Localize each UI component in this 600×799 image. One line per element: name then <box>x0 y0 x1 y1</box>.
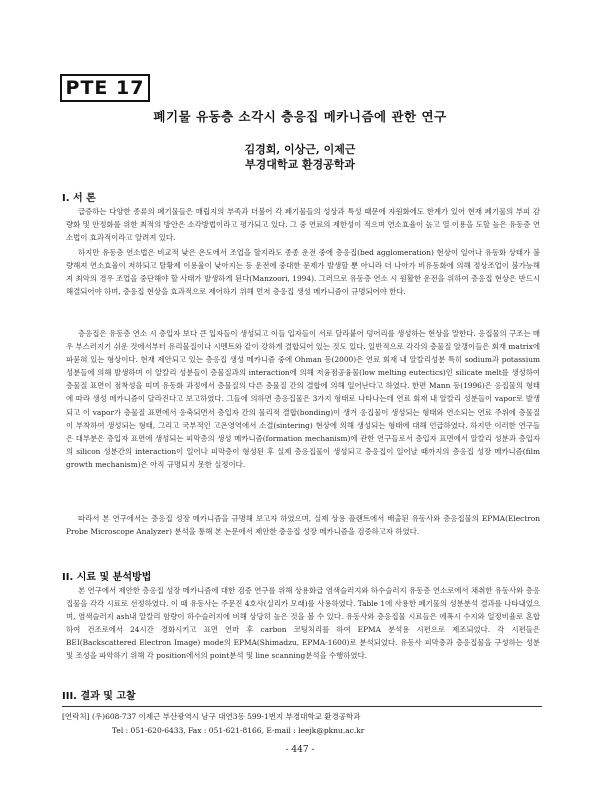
intro-paragraph-1: 급증하는 다양한 종류의 폐기물들은 매립지의 부족과 더불어 각 폐기물들의 성상과 특성 때문에 자원화에도 한계가 있어 현재 폐기물의 부피 감량화 및 안정화를 위한 최적의 방안은 소각방법이라고 평가되고 있다. 그 중 연료의 제한성이 적으며 연소효율이 높고 열 이용을 도할 높은 유동층 연소법이 효과적이라고 알려져 있다. <box>66 207 540 243</box>
paper-title: 폐기물 유동층 소각시 층응집 메카니즘에 관한 연구 <box>153 109 447 124</box>
paper-code-label: PTE 17 <box>60 74 150 102</box>
section-heading-results: III. 결과 및 고찰 <box>62 691 136 702</box>
intro-paragraph-3: 층응집은 유동층 연소 시 층입자 보다 큰 입자들이 생성되고 이들 입자들이 서로 달라붙어 덩어리를 생성하는 현상을 말한다. 응집물의 구조는 매우 부스러지기 쉬운 것에서부터 유리물질이나 시멘트와 같이 강하게 결합되어 있는 것도 있다. 일반적으로 각각의 층물질 알갱이들은 회재 matrix에 파묻혀 있는 형상이다. 현재 제안되고 있는 층응집 생성 메카니즘 중에 Ohman 등(2000)은 연료 회재 내 알칼리성분 특히 sodium과 potassium 성분들에 의해 발생하며 이 알칼리 성분들이 층물질과의 interaction에 의해 저융점공융물(low melting eutectics)인 silicate melt를 생성하여 층물질 표면이 점착성을 띠며 유동화 과정에서 층물질의 다른 층물질 간의 결합에 의해 일어난다고 하였다. 한편 Mann 등(1996)은 응집물의 형태에 따라 생성 메카니즘이 달라진다고 보고하였다. 그들에 의하면 층응집물은 3가지 형태로 나타나는데 연료 회재 내 알칼리 성분들이 vapor로 발생되고 이 vapor가 층물질 표면에서 응축되면서 층입자 간의 물리적 결합(bonding)이 생겨 응집물이 생성되는 형태와 연소되는 연료 주위에 층물질이 부착하여 생성되는 형태, 그리고 국부적인 고온영역에서 소결(sintering) 현상에 의해 생성되는 형태에 대해 언급하였다. 하지만 이러한 연구들은 대부분은 층입자 표면에 생성되는 피막층의 생성 메카니즘(formation mechanism)에 관한 연구들로서 층입자 표면에서 알칼리 성분과 층입자의 silicon 성분간의 interaction이 일어나 피막층이 형성된 후 실제 층응집물이 생성되고 층응집이 일어날 때까지의 층응집 성장 메카니즘(film growth mechanism)은 아직 규명되지 못한 실정이다. <box>66 329 540 469</box>
contact-line-2: Tel : 051-620-6433, Fax : 051-621-8166, E-mail : leejk@pknu.ac.kr <box>112 726 365 735</box>
page-number: - 447 - <box>285 745 315 755</box>
intro-paragraph-2: 하지만 유동층 연소법은 비교적 낮은 온도에서 조업을 할지라도 종종 운전 중에 층응집(bed agglomeration) 현상이 일어나 유동화 상태가 불량해져 연소효율이 저하되고 탈황제 이용율이 낮아지는 등 운전에 중대한 문제가 발생할 뿐 아니라 더 나아가 비유동화에 의해 정상조업이 불가능해져 최악의 경우 조업을 중단해야 할 사태가 발생하게 된다(Manzoori, 1994). 그러므로 유동층 연소 시 원활한 운전을 위하여 층응집 현상은 반드시 해결되어야 하며, 층응집 현상을 효과적으로 제어하기 위해 먼저 층응집 생성 메카니즘이 규명되어야 한다. <box>66 248 540 297</box>
contact-line-1: [연락처] (우)608-737 이제근 부산광역시 남구 대연3동 599-1번지 부경대학교 환경공학과 <box>62 712 361 721</box>
affiliation: 부경대학교 환경공학과 <box>244 158 356 171</box>
authors: 김경회, 이상근, 이제근 <box>244 143 356 156</box>
contact-info <box>62 710 364 738</box>
section-heading-introduction: I. 서 론 <box>62 193 96 204</box>
intro-paragraph-4: 따라서 본 연구에서는 층응집 성장 메카니즘을 규명해 보고자 하였으며, 실제 상용 플랜트에서 배출된 유동사와 층응집물의 EPMA(Electron Probe Microscope Analyzer) 분석을 통해 본 논문에서 제안한 층응집 성장 메카니즘을 검증하고자 하였다. <box>66 514 540 537</box>
footer-divider <box>62 706 542 707</box>
methods-paragraph-1: 본 연구에서 제안한 층응집 성장 메카니즘에 대한 검증 연구를 위해 상용화급 염색슬러지와 하수슬러지 유동층 연소로에서 채취한 유동사와 층응집물을 각각 시료로 선정하였다. 이 때 유동사는 주문진 4호사(실리카 모래)를 사용하였다. Table 1에 사용한 폐기물의 성분분석 결과를 나타내었으며, 염색슬러지 ash내 알칼리 함량이 하수슬러지에 비해 상당히 높은 것을 볼 수 있다. 유동사와 층응집물 시료들은 에폭시 수지와 일정비율로 혼합하여 건조로에서 24시간 경화시키고 표면 연마 후 carbon 코팅처리를 하여 EPMA 분석용 시편으로 제조되었다. 각 시편들은 BEI(Backscattered Electron Image) mode의 EPMA(Shimadzu, EPMA-1600)로 분석되었다. 유동사 피막층과 층응집물을 구성하는 성분 및 조성을 파악하기 위해 각 position에서의 point분석 및 line scanning분석을 수행하였다. <box>66 586 540 661</box>
section-heading-methods: II. 시료 및 분석방법 <box>62 572 152 583</box>
